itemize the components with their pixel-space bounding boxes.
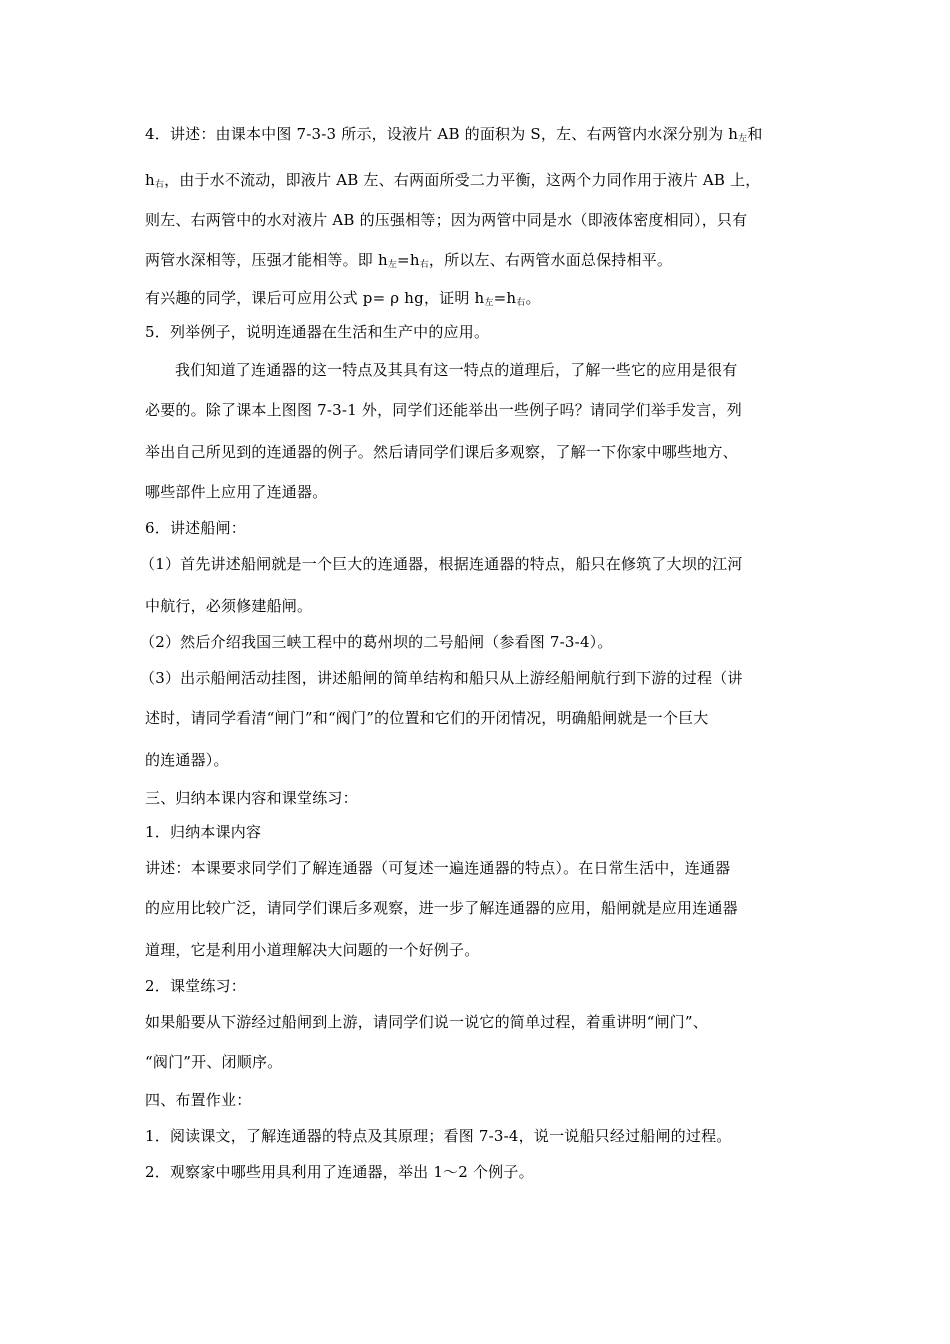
section-3-subheading-1: 1．归纳本课内容 bbox=[145, 823, 262, 841]
paragraph-6-heading: 6．讲述船闸： bbox=[145, 519, 246, 537]
paragraph-5-heading: 5．列举例子，说明连通器在生活和生产中的应用。 bbox=[145, 323, 490, 341]
paragraph-5-body-line: 举出自己所见到的连通器的例子。然后请同学们课后多观察，了解一下你家中哪些地方、 bbox=[145, 443, 738, 461]
paragraph-6-item-3-line: 的连通器）。 bbox=[145, 751, 229, 769]
subscript-left: 左 bbox=[387, 260, 398, 270]
section-3-heading: 三、归纳本课内容和课堂练习： bbox=[145, 789, 358, 807]
section-3-body-line: 道理，它是利用小道理解决大问题的一个好例子。 bbox=[145, 941, 480, 959]
text-run: 。 bbox=[525, 289, 541, 307]
homework-item: 2．观察家中哪些用具利用了连通器，举出 1～2 个例子。 bbox=[145, 1163, 534, 1181]
section-3-body-line: 讲述：本课要求同学们了解连通器（可复述一遍连通器的特点）。在日常生活中，连通器 bbox=[145, 859, 731, 877]
paragraph-6-item-3-line: （3）出示船闸活动挂图，讲述船闸的简单结构和船只从上游经船闸航行到下游的过程（讲 bbox=[140, 669, 743, 687]
paragraph-5-body-line: 必要的。除了课本上图图 7-3-1 外，同学们还能举出一些例子吗？请同学们举手发言，列 bbox=[145, 401, 742, 419]
text-run: h bbox=[145, 171, 155, 189]
subscript-left: 左 bbox=[738, 134, 748, 144]
paragraph-6-item-1-line: （1）首先讲述船闸就是一个巨大的连通器，根据连通器的特点，船只在修筑了大坝的江河 bbox=[140, 555, 743, 573]
text-run: ，由于水不流动，即液片 AB 左、右两面所受二力平衡，这两个力同作用于液片 AB 上， bbox=[164, 171, 761, 189]
text-run: 有兴趣的同学，课后可应用公式 p= ρ hg，证明 h bbox=[145, 289, 485, 307]
paragraph-4-line-4 bbox=[145, 250, 672, 275]
subscript-right: 右 bbox=[419, 260, 429, 270]
section-3-exercise-line: 如果船要从下游经过船闸到上游，请同学们说一说它的简单过程，着重讲明“闸门”、 bbox=[145, 1013, 708, 1031]
paragraph-5-body-line: 我们知道了连通器的这一特点及其具有这一特点的道理后，了解一些它的应用是很有 bbox=[175, 361, 738, 379]
text-run: 4．讲述：由课本中图 7-3-3 所示，设液片 AB 的面积为 S，左、右两管内水深分别为 h bbox=[145, 125, 739, 143]
text-run: =h bbox=[397, 251, 420, 269]
paragraph-4-line-2 bbox=[145, 170, 760, 195]
paragraph-4-line-1 bbox=[145, 124, 763, 149]
section-3-body-line: 的应用比较广泛，请同学们课后多观察，进一步了解连通器的应用，船闸就是应用连通器 bbox=[145, 899, 738, 917]
paragraph-4-line-3: 则左、右两管中的水对液片 AB 的压强相等；因为两管中同是水（即液体密度相同），只有 bbox=[145, 211, 748, 229]
paragraph-6-item-2: （2）然后介绍我国三峡工程中的葛州坝的二号船闸（参看图 7-3-4）。 bbox=[140, 633, 613, 651]
text-run: 和 bbox=[747, 125, 763, 143]
subscript-right: 右 bbox=[516, 298, 526, 308]
section-3-subheading-2: 2．课堂练习： bbox=[145, 977, 246, 995]
section-4-heading: 四、布置作业： bbox=[145, 1091, 252, 1109]
section-3-exercise-line: “阀门”开、闭顺序。 bbox=[145, 1053, 283, 1071]
paragraph-6-item-3-line: 述时，请同学看清“闸门”和“阀门”的位置和它们的开闭情况，明确船闸就是一个巨大 bbox=[145, 709, 709, 727]
paragraph-5-body-line: 哪些部件上应用了连通器。 bbox=[145, 483, 328, 501]
subscript-right: 右 bbox=[154, 180, 165, 190]
subscript-left: 左 bbox=[484, 298, 494, 308]
text-run: =h bbox=[493, 289, 517, 307]
paragraph-6-item-1-line: 中航行，必须修建船闸。 bbox=[145, 597, 313, 615]
text-run: ，所以左、右两管水面总保持相平。 bbox=[428, 251, 673, 269]
interest-note bbox=[145, 288, 541, 313]
text-run: 两管水深相等，压强才能相等。即 h bbox=[145, 251, 388, 269]
homework-item: 1．阅读课文，了解连通器的特点及其原理；看图 7-3-4，说一说船只经过船闸的过程。 bbox=[145, 1127, 732, 1145]
